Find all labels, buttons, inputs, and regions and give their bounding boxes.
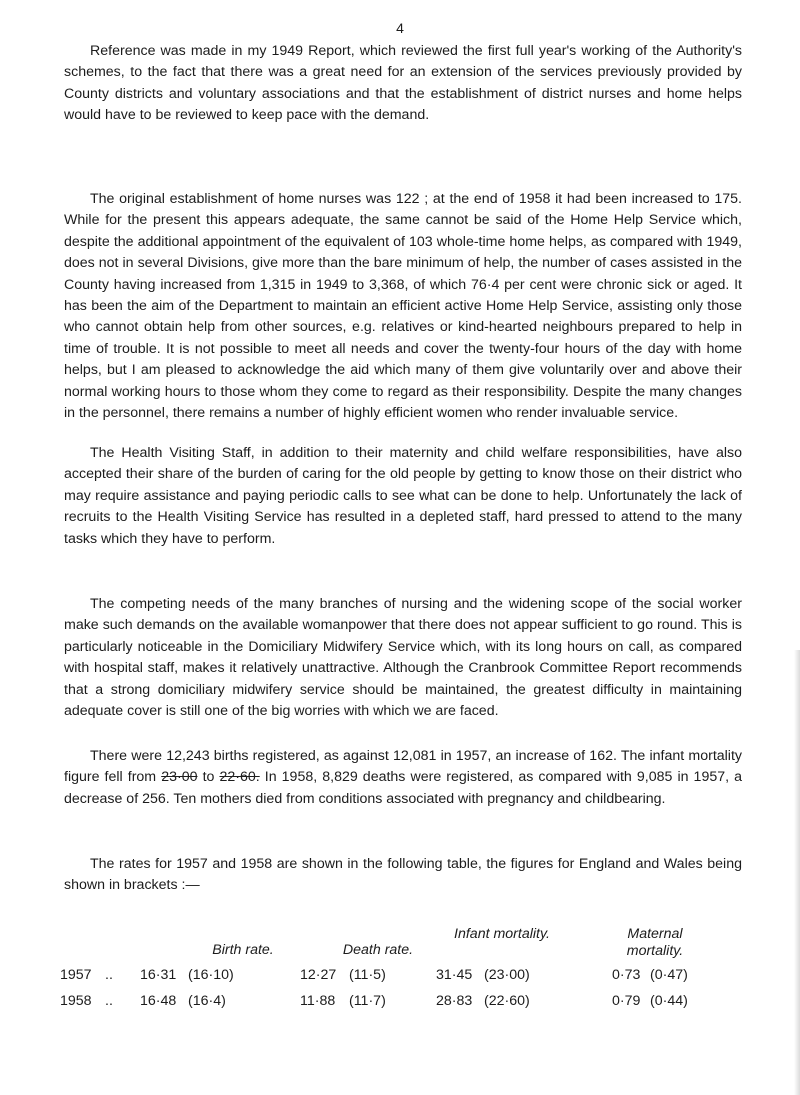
infant-mortality-england-wales: (23·00) [484,967,530,983]
births-text-start: There were 12,243 births registered, as against 12,081 in 1957, an increase of 162. The infant mortality figure fell from [64,748,742,786]
scan-edge-shadow [794,650,800,1095]
death-rate-value: 12·27 [300,967,337,983]
birth-rate-england-wales: (16·4) [188,993,226,1009]
header-birth-rate: Birth rate. [212,942,274,958]
table-row [60,993,750,1015]
birth-rate-value: 16·31 [140,967,177,983]
header-maternal-mortality: Maternal mortality. [626,926,684,959]
table-row [60,967,750,989]
birth-rate-england-wales: (16·10) [188,967,234,983]
paragraph-births-deaths [64,746,742,810]
page-number: 4 [396,20,404,36]
maternal-mortality-value: 0·79 [612,993,641,1009]
births-text-to: to [197,769,220,786]
row-dots: .. [105,993,113,1009]
paragraph-midwifery: The competing needs of the many branches of nursing and the widening scope of the social worker make such demands on the available womanpower that there does not appear sufficient to go round. This is particularly noticeable in the Domiciliary Midwifery Service which, with its long hours on call, as compared with hospital staff, makes it relatively unattractive. Although the Cranbrook Committee Report recommends that a strong domiciliary midwifery service should be maintained, the greatest difficulty in maintaining adequate cover is still one of the big worries with which we are faced. [64,596,742,720]
header-death-rate: Death rate. [342,942,414,958]
paragraph-home-nursing-report: Reference was made in my 1949 Report, which reviewed the first full year's working of the Authority's schemes, to the fact that there was a great need for an extension of the services previously provided by County districts and voluntary associations and that the establishment of district nurses and home helps would have to be reviewed to keep pace with the demand. [64,43,742,124]
header-infant-mortality: Infant mortality. [454,926,550,942]
birth-rate-value: 16·48 [140,993,177,1009]
row-year: 1958 [60,993,92,1009]
death-rate-england-wales: (11·7) [349,993,386,1009]
struck-figure-2: 22·60. [219,769,260,786]
struck-figure-1: 23·00 [161,769,198,786]
paragraph-home-help-service: The original establishment of home nurses was 122 ; at the end of 1958 it had been increased to 175. While for the present this appears adequate, the same cannot be said of the Home Help Service which, despite the additional appointment of the equivalent of 103 whole-time home helps, as compared with 1949, does not in several Divisions, give more than the bare minimum of help, the number of cases assisted in the County having increased from 1,315 in 1949 to 3,368, of which 76·4 per cent were chronic sick or aged. It has been the aim of the Department to maintain an efficient active Home Help Service, assisting only those who cannot obtain help from other sources, e.g. relatives or kind-hearted neighbours prepared to help in time of trouble. It is not possible to meet all needs and cover the twenty-four hours of the day with home helps, but I am pleased to acknowledge the aid which many of them give voluntarily over and above their normal working hours to those whom they come to regard as their responsibility. Despite the many changes in the personnel, there remains a number of highly efficient women who render invaluable service. [64,191,742,422]
paragraph-rates-intro: The rates for 1957 and 1958 are shown in the following table, the figures for England and Wales being shown in brackets :— [64,856,742,894]
death-rate-england-wales: (11·5) [349,967,386,983]
maternal-mortality-england-wales: (0·44) [650,993,688,1009]
death-rate-value: 11·88 [300,993,336,1009]
births-text-end: In 1958, 8,829 deaths were registered, as compared with 9,085 in 1957, a decrease of 256. Ten mothers died from conditions associated with pregnancy and childbearing. [64,769,743,807]
maternal-mortality-value: 0·73 [612,967,641,983]
infant-mortality-value: 28·83 [436,993,473,1009]
maternal-mortality-england-wales: (0·47) [650,967,688,983]
paragraph-health-visiting: The Health Visiting Staff, in addition to their maternity and child welfare responsibilities, have also accepted their share of the burden of caring for the old people by getting to know those on their district who may require assistance and paying periodic calls to see what can be done to help. Unfortunately the lack of recruits to the Health Visiting Service has resulted in a depleted staff, hard pressed to attend to the many tasks which they have to perform. [64,445,742,547]
infant-mortality-england-wales: (22·60) [484,993,530,1009]
row-dots: .. [105,967,113,983]
row-year: 1957 [60,967,92,983]
infant-mortality-value: 31·45 [436,967,473,983]
